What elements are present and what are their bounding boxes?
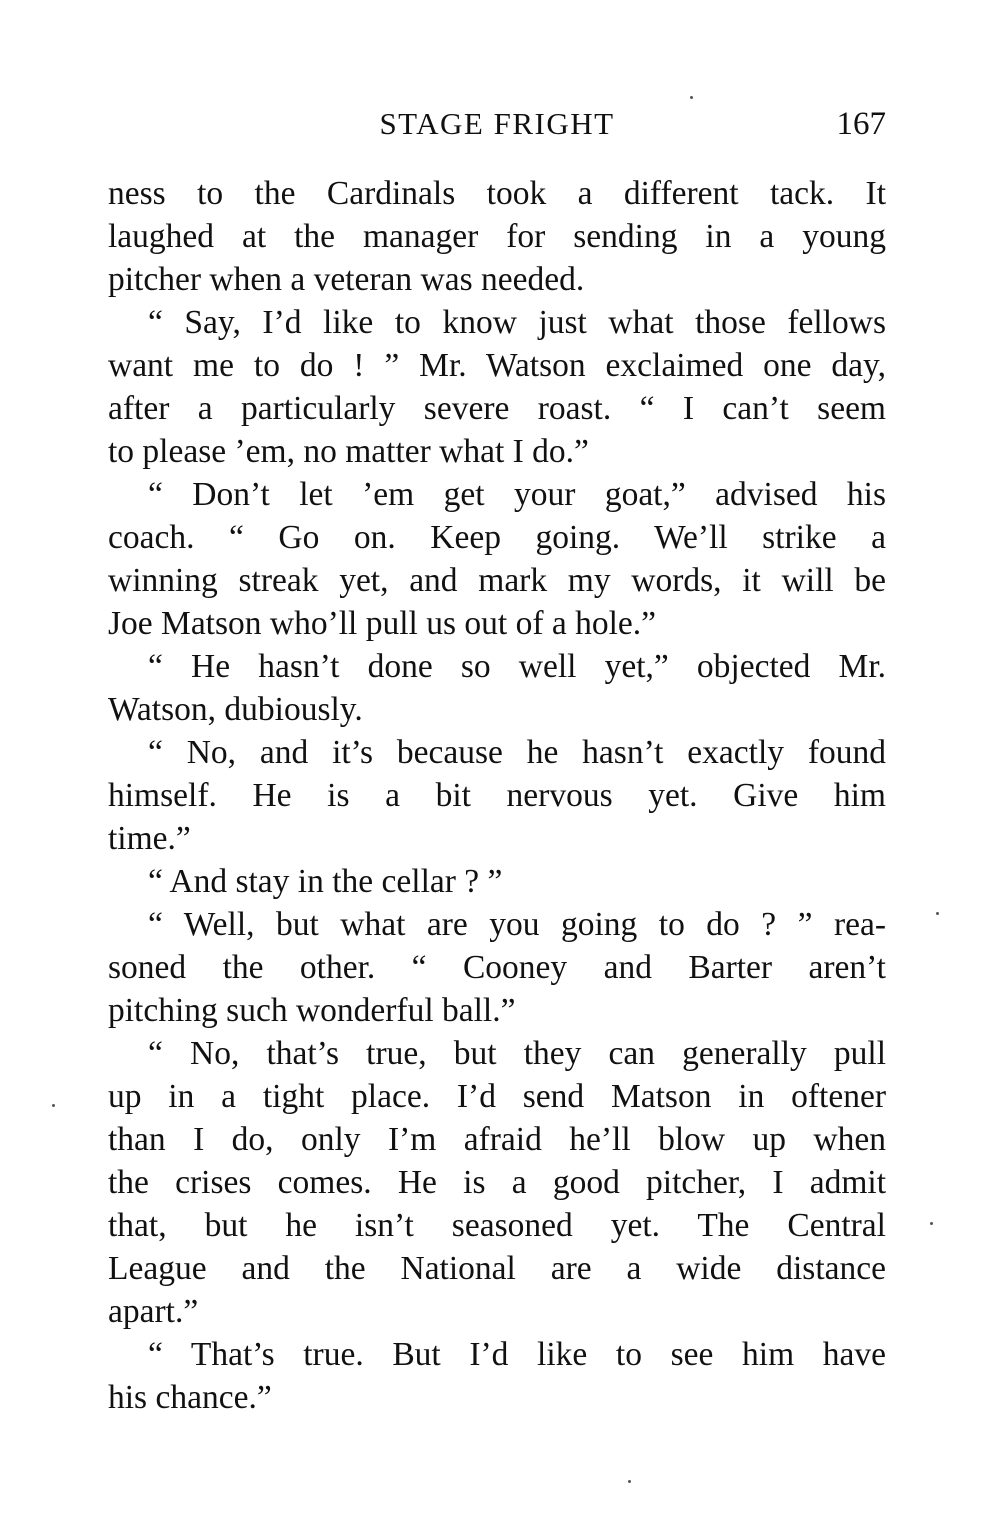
- text-line: “ No, and it’s because he hasn’t exactly found: [148, 734, 886, 771]
- text-line: apart.”: [108, 1293, 199, 1330]
- text-line: after a particularly severe roast. “ I can’t seem: [108, 390, 886, 427]
- text-line: himself. He is a bit nervous yet. Give him: [108, 777, 886, 814]
- text-line: his chance.”: [108, 1379, 272, 1416]
- body-text: [108, 172, 886, 1419]
- text-line: laughed at the manager for sending in a young: [108, 218, 886, 255]
- text-line: than I do, only I’m afraid he’ll blow up when: [108, 1121, 886, 1158]
- text-line: ness to the Cardinals took a different tack. It: [108, 175, 886, 212]
- text-line: soned the other. “ Cooney and Barter aren’t: [108, 949, 886, 986]
- text-line: “ No, that’s true, but they can generally pull: [148, 1035, 886, 1072]
- text-line: “ Don’t let ’em get your goat,” advised his: [148, 476, 886, 513]
- text-line: want me to do ! ” Mr. Watson exclaimed one day,: [108, 347, 886, 384]
- text-line: Joe Matson who’ll pull us out of a hole.”: [108, 605, 657, 642]
- text-line: to please ’em, no matter what I do.”: [108, 433, 589, 470]
- text-line: the crises comes. He is a good pitcher, I admit: [108, 1164, 886, 1201]
- page-number: 167: [836, 106, 886, 142]
- text-line: time.”: [108, 820, 191, 857]
- text-line: Watson, dubiously.: [108, 691, 363, 728]
- text-line: League and the National are a wide distance: [108, 1250, 886, 1287]
- text-line: that, but he isn’t seasoned yet. The Central: [108, 1207, 886, 1244]
- running-head: [108, 106, 886, 150]
- running-title: STAGE FRIGHT: [379, 106, 615, 141]
- text-line: “ Say, I’d like to know just what those fellows: [148, 304, 886, 341]
- print-speck: [690, 96, 693, 99]
- print-speck: [930, 1222, 933, 1225]
- print-speck: [936, 912, 939, 915]
- text-line: “ That’s true. But I’d like to see him have: [148, 1336, 886, 1373]
- text-line: “ And stay in the cellar ? ”: [148, 863, 503, 900]
- text-line: “ He hasn’t done so well yet,” objected Mr.: [148, 648, 886, 685]
- text-line: pitcher when a veteran was needed.: [108, 261, 585, 298]
- print-speck: [628, 1480, 631, 1483]
- text-line: “ Well, but what are you going to do ? ” rea-: [148, 906, 886, 943]
- print-speck: [52, 1104, 55, 1107]
- text-line: coach. “ Go on. Keep going. We’ll strike a: [108, 519, 886, 556]
- text-line: up in a tight place. I’d send Matson in oftener: [108, 1078, 886, 1115]
- text-line: winning streak yet, and mark my words, it will be: [108, 562, 886, 599]
- text-line: pitching such wonderful ball.”: [108, 992, 516, 1029]
